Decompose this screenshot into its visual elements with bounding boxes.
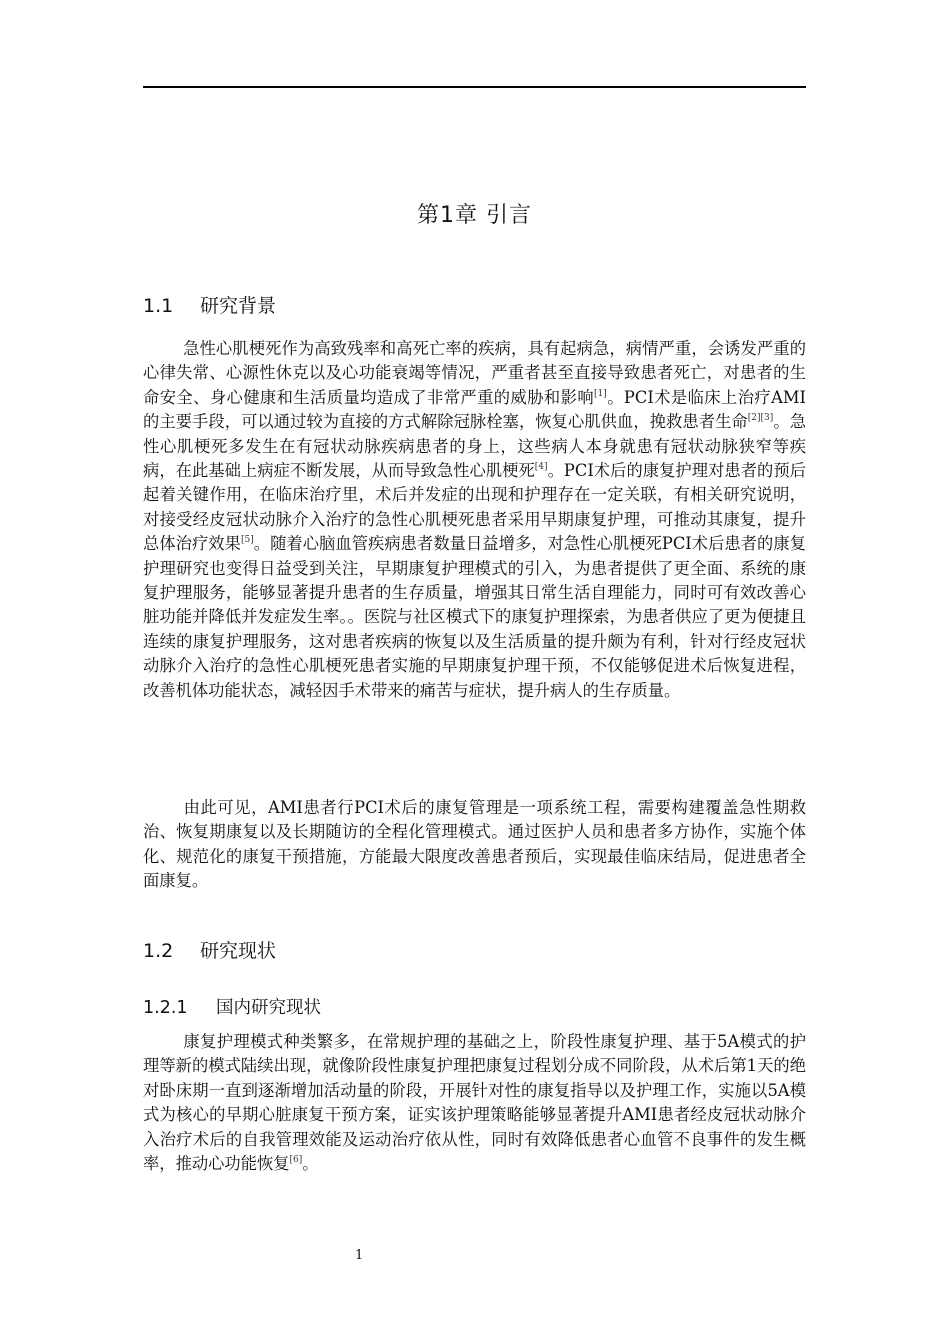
section-number: 1.2 [143,940,174,962]
section-heading-1-2 [143,936,276,963]
paragraph-text: 。随着心脑血管疾病患者数量日益增多，对急性心肌梗死PCI术后患者的康复护理研究也变得日益受到关注，早期康复护理模式的引入，为患者提供了更全面、系统的康复护理服务，能够显著提升患者的生存质量，增强其日常生活自理能力，同时可有效改善心脏功能并降低并发症发生率。。医院与社区模式下的康复护理探索，为患者供应了更为便捷且连续的康复护理服务，这对患者疾病的恢复以及生活质量的提升颇为有利，针对行经皮冠状动脉介入治疗的急性心肌梗死患者实施的早期康复护理干预，不仅能够促进术后恢复进程，改善机体功能状态，减轻因手术带来的痛苦与症状，提升病人的生存质量。 [143,534,806,700]
section-number: 1.1 [143,295,174,317]
citation-ref: [5] [240,535,254,546]
paragraph-text: 由此可见，AMI患者行PCI术后的康复管理是一项系统工程，需要构建覆盖急性期救治、恢复期康复以及长期随访的全程化管理模式。通过医护人员和患者多方协作，实施个体化、规范化的康复干预措施，方能最大限度改善患者预后，实现最佳临床结局，促进患者全面康复。 [143,798,806,891]
paragraph-text: 。 [302,1154,319,1174]
section-heading-1-1 [143,291,276,318]
subsection-heading-1-2-1 [143,994,321,1019]
citation-ref: [1] [594,388,607,399]
section-title: 研究背景 [200,295,277,317]
citation-ref: [2][3] [747,413,774,424]
header-rule [143,86,806,88]
citation-ref: [4] [534,462,548,473]
paragraph-background-1 [143,337,806,703]
paragraph-domestic-status [143,1030,806,1176]
section-title: 研究现状 [200,940,277,962]
citation-ref: [6] [289,1155,303,1166]
subsection-number: 1.2.1 [143,998,188,1018]
chapter-title: 第1章 引言 [417,203,532,228]
paragraph-text: 急性心肌梗死作为高致残率和高死亡率的疾病，具有起病急，病情严重，会诱发严重的心律失常、心源性休克以及心功能衰竭等情况，严重者甚至直接导致患者死亡，对患者的生命安全、身心健康和生活质量均造成了非常严重的威胁和影响 [143,339,806,407]
page-number: 1 [355,1248,364,1263]
paragraph-text: 。急性心肌梗死多发生在有冠状动脉疾病患者的身上，这些病人本身就患有冠状动脉狭窄等疾病，在此基础上病症不断发展，从而导致急性心肌梗死 [143,412,806,481]
paragraph-text: 。PCI术后的康复护理对患者的预后起着关键作用，在临床治疗里，术后并发症的出现和护理存在一定关联，有相关研究说明，对接受经皮冠状动脉介入治疗的急性心肌梗死患者采用早期康复护理，可推动其康复，提升总体治疗效果 [143,461,806,554]
paragraph-text: 康复护理模式种类繁多，在常规护理的基础之上，阶段性康复护理、基于5A模式的护理等新的模式陆续出现，就像阶段性康复护理把康复过程划分成不同阶段，从术后第1天的绝对卧床期一直到逐渐增加活动量的阶段，开展针对性的康复指导以及护理工作，实施以5A模式为核心的早期心脏康复干预方案，证实该护理策略能够显著提升AMI患者经皮冠状动脉介入治疗术后的自我管理效能及运动治疗依从性，同时有效降低患者心血管不良事件的发生概率，推动心功能恢复 [143,1032,806,1174]
paragraph-text: 。PCI术是临床上治疗AMI的主要手段，可以通过较为直接的方式解除冠脉栓塞，恢复心肌供血，挽救患者生命 [143,387,806,432]
paragraph-background-2 [143,796,806,894]
subsection-title: 国内研究现状 [216,998,321,1018]
